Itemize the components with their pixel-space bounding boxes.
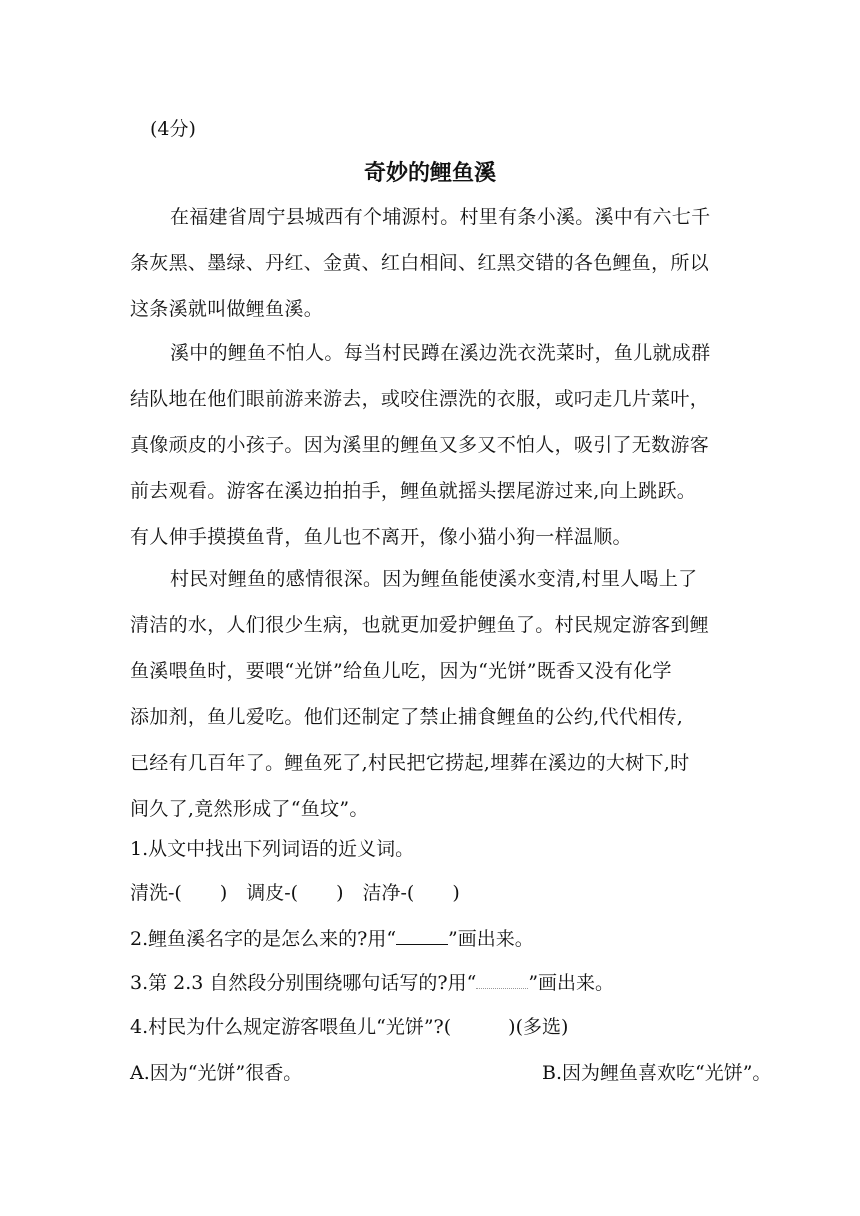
paragraph-line: 这条溪就叫做鲤鱼溪。 bbox=[130, 298, 324, 320]
question-3-text: 3.第 2.3 自然段分别围绕哪句话写的?用“ bbox=[130, 972, 477, 994]
question-2-text-end: ”画出来。 bbox=[448, 928, 534, 950]
question-1-blanks[interactable]: 清洗-( ) 调皮-( ) 洁净-( ) bbox=[130, 882, 460, 904]
score-label: (4分) bbox=[150, 118, 196, 140]
paragraph-1 bbox=[130, 194, 732, 332]
question-4[interactable]: 4.村民为什么规定游客喂鱼儿“光饼”?( )(多选) bbox=[130, 1016, 569, 1038]
question-2-text: 2.鲤鱼溪名字的是怎么来的?用“ bbox=[130, 928, 397, 950]
paragraph-line: 添加剂，鱼儿爱吃。他们还制定了禁止捕食鲤鱼的公约,代代相传, bbox=[130, 706, 684, 728]
paragraph-line: 结队地在他们眼前游来游去，或咬住漂洗的衣服，或叼走几片菜叶， bbox=[130, 388, 710, 410]
question-3 bbox=[130, 968, 614, 998]
solid-underline-sample bbox=[396, 926, 448, 945]
paragraph-line: 清洁的水，人们很少生病，也就更加爱护鲤鱼了。村民规定游客到鲤 bbox=[130, 614, 710, 636]
question-4-options bbox=[130, 1058, 772, 1088]
paragraph-line: 前去观看。游客在溪边拍拍手，鲤鱼就摇头摆尾游过来,向上跳跃。 bbox=[130, 480, 697, 502]
paragraph-line: 村民对鲤鱼的感情很深。因为鲤鱼能使溪水变清,村里人喝上了 bbox=[170, 568, 698, 590]
paragraph-line: 有人伸手摸摸鱼背，鱼儿也不离开，像小猫小狗一样温顺。 bbox=[130, 526, 632, 548]
paragraph-line: 间久了,竟然形成了“鱼坟”。 bbox=[130, 798, 369, 820]
question-2 bbox=[130, 924, 534, 954]
question-3-text-end: ”画出来。 bbox=[528, 972, 615, 994]
paragraph-line: 真像顽皮的小孩子。因为溪里的鲤鱼又多又不怕人，吸引了无数游客 bbox=[130, 434, 710, 456]
dotted-underline-sample bbox=[476, 970, 528, 989]
paragraph-line: 已经有几百年了。鲤鱼死了,村民把它捞起,埋葬在溪边的大树下,时 bbox=[130, 752, 690, 774]
question-1: 1.从文中找出下列词语的近义词。 bbox=[130, 838, 415, 860]
paragraph-line: 溪中的鲤鱼不怕人。每当村民蹲在溪边洗衣洗菜时，鱼儿就成群 bbox=[170, 342, 711, 364]
passage-title: 奇妙的鲤鱼溪 bbox=[363, 161, 496, 186]
option-a[interactable]: A.因为“光饼”很香。 bbox=[130, 1062, 303, 1084]
paragraph-2 bbox=[130, 330, 732, 560]
option-b[interactable]: B.因为鲤鱼喜欢吃“光饼”。 bbox=[542, 1062, 772, 1084]
paragraph-3 bbox=[130, 556, 732, 832]
paragraph-line: 鱼溪喂鱼时，要喂“光饼”给鱼儿吃，因为“光饼”既香又没有化学 bbox=[130, 660, 672, 682]
paragraph-line: 条灰黑、墨绿、丹红、金黄、红白相间、红黑交错的各色鲤鱼，所以 bbox=[130, 252, 710, 274]
paragraph-line: 在福建省周宁县城西有个埔源村。村里有条小溪。溪中有六七千 bbox=[170, 206, 711, 228]
